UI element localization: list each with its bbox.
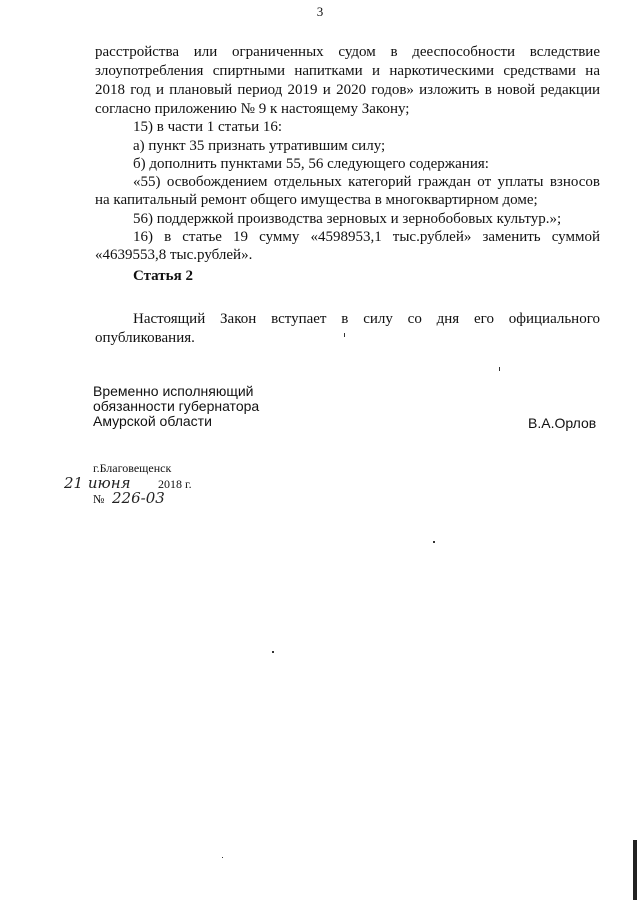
- body-line-2: злоупотребления спиртными напитками и наркотическими средствами на: [95, 63, 600, 79]
- scan-speck: [433, 541, 435, 543]
- body-line-7: б) дополнить пунктами 55, 56 следующего содержания:: [133, 156, 489, 172]
- signatory-name: В.А.Орлов: [528, 415, 597, 431]
- scan-speck: [272, 651, 274, 653]
- body-line-3: 2018 год и плановый период 2019 и 2020 годов» изложить в новой редакции: [95, 82, 600, 98]
- article-2-heading: Статья 2: [133, 268, 193, 284]
- handwritten-date: 21 июня: [64, 474, 131, 492]
- scan-speck: [222, 857, 223, 858]
- body-line-8: «55) освобождением отдельных категорий граждан от уплаты взносов: [133, 174, 600, 190]
- number-prefix: №: [93, 492, 105, 506]
- footer-city: г.Благовещенск: [93, 461, 172, 475]
- scan-edge-mark: [633, 840, 637, 900]
- signatory-position-2: обязанности губернатора: [93, 398, 260, 414]
- signatory-position-3: Амурской области: [93, 413, 212, 429]
- signatory-position-1: Временно исполняющий: [93, 383, 254, 399]
- scan-speck: [499, 367, 500, 371]
- body-line-1: расстройства или ограниченных судом в дееспособности вследствие: [95, 44, 600, 60]
- footer-year: 2018 г.: [158, 477, 192, 491]
- body-line-9: на капитальный ремонт общего имущества в многоквартирном доме;: [95, 192, 538, 208]
- body-line-6: а) пункт 35 признать утратившим силу;: [133, 138, 386, 154]
- body-line-5: 15) в части 1 статьи 16:: [133, 119, 283, 135]
- article-2-line-1: Настоящий Закон вступает в силу со дня его официального: [133, 311, 600, 327]
- page-number: 3: [316, 4, 324, 19]
- handwritten-number: 226-03: [112, 489, 165, 507]
- body-line-4: согласно приложению № 9 к настоящему Закону;: [95, 101, 410, 117]
- article-2-line-2: опубликования.: [95, 330, 195, 346]
- body-line-12: «4639553,8 тыс.рублей».: [95, 247, 253, 263]
- scan-speck: [344, 333, 345, 337]
- body-line-10: 56) поддержкой производства зерновых и зернобобовых культур.»;: [133, 211, 562, 227]
- body-line-11: 16) в статье 19 сумму «4598953,1 тыс.рублей» заменить суммой: [133, 229, 600, 245]
